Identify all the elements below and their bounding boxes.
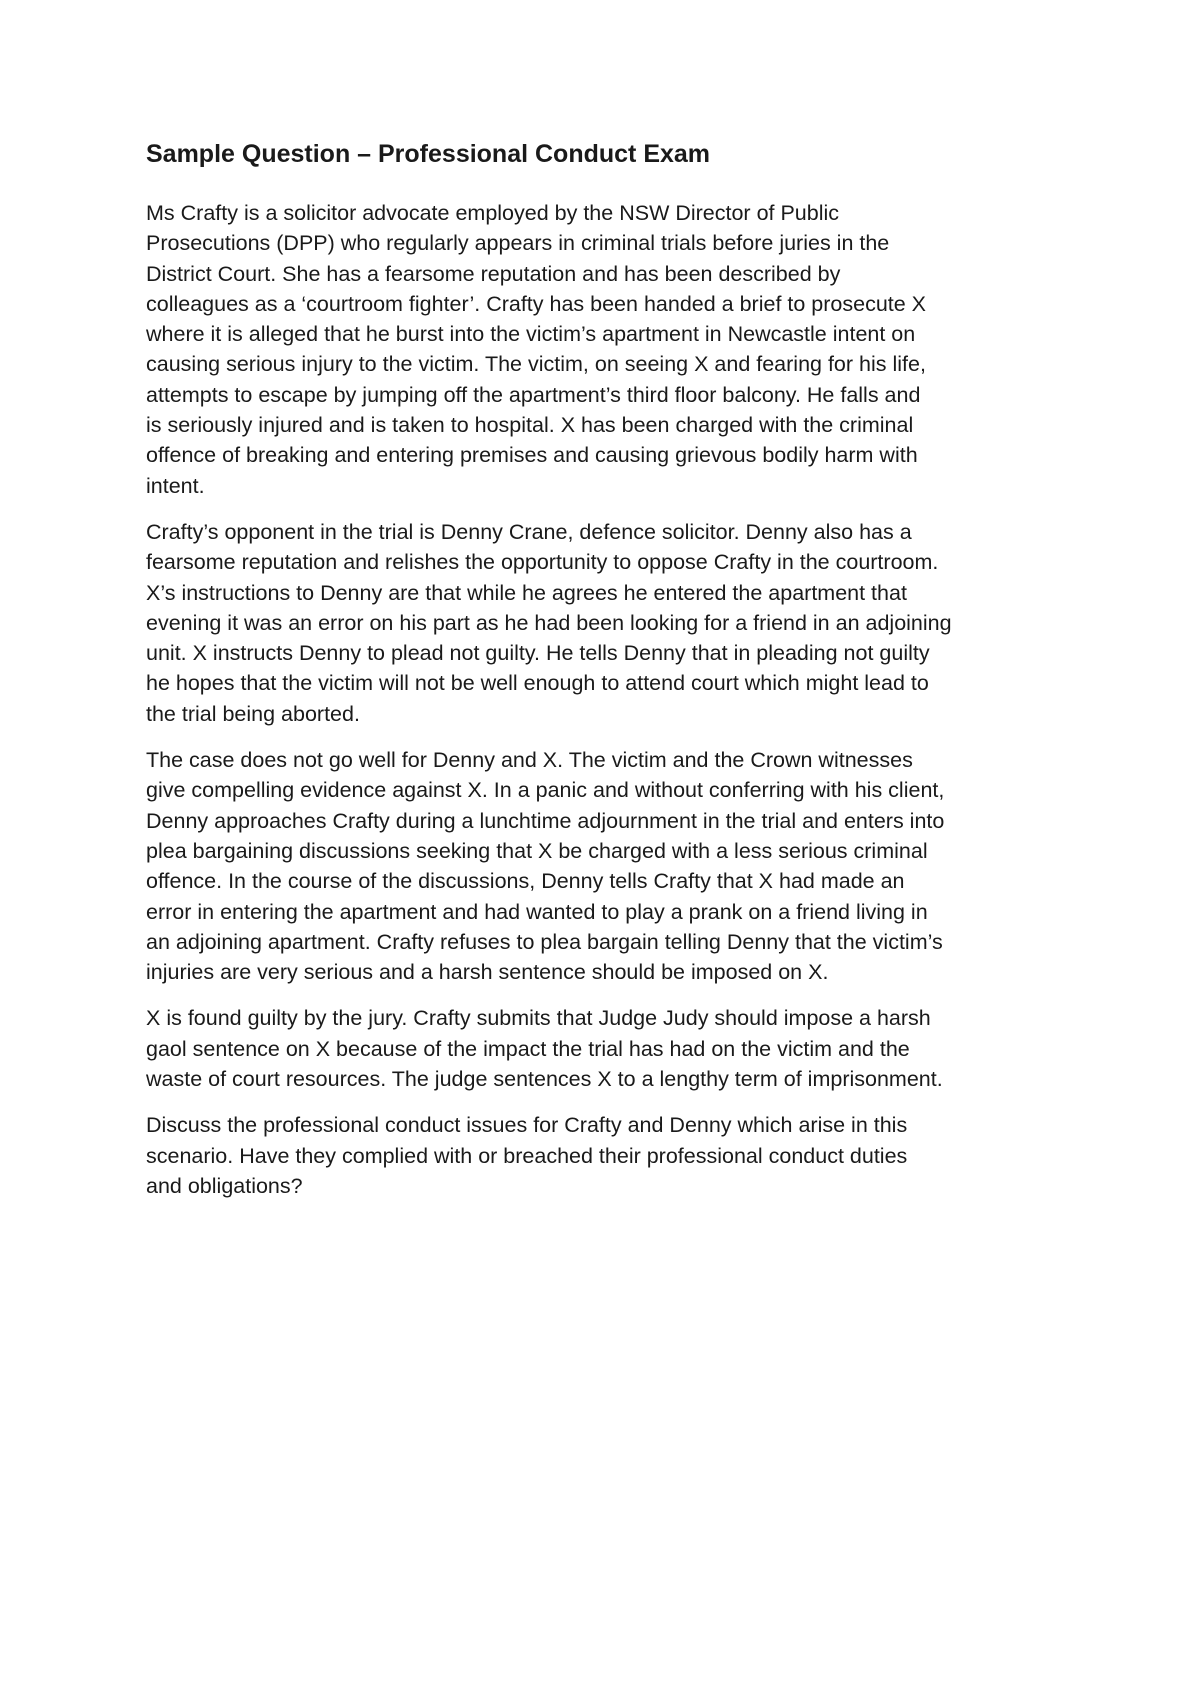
paragraph-line: causing serious injury to the victim. The victim, on seeing X and fearing for his life, [146, 352, 926, 377]
document-title: Sample Question – Professional Conduct Exam [146, 140, 711, 168]
paragraph-line: evening it was an error on his part as he had been looking for a friend in an adjoining [146, 610, 952, 635]
paragraph-1 [146, 198, 1081, 501]
paragraph-line: X is found guilty by the jury. Crafty submits that Judge Judy should impose a harsh [146, 1006, 931, 1031]
paragraph-line: intent. [146, 473, 205, 498]
paragraph-line: X’s instructions to Denny are that while he agrees he entered the apartment that [146, 580, 907, 605]
paragraph-3 [146, 745, 1081, 987]
paragraph-line: attempts to escape by jumping off the apartment’s third floor balcony. He falls and [146, 382, 921, 407]
paragraph-line: fearsome reputation and relishes the opportunity to oppose Crafty in the courtroom. [146, 550, 939, 575]
paragraph-line: Discuss the professional conduct issues for Crafty and Denny which arise in this [146, 1113, 908, 1138]
paragraph-4 [146, 1003, 1081, 1094]
paragraph-line: and obligations? [146, 1173, 303, 1198]
paragraph-line: colleagues as a ‘courtroom fighter’. Crafty has been handed a brief to prosecute X [146, 291, 927, 316]
paragraph-2 [146, 517, 1081, 729]
paragraph-line: Crafty’s opponent in the trial is Denny Crane, defence solicitor. Denny also has a [146, 519, 912, 544]
paragraph-line: where it is alleged that he burst into the victim’s apartment in Newcastle intent on [146, 322, 916, 347]
paragraph-5 [146, 1110, 1081, 1201]
paragraph-line: waste of court resources. The judge sentences X to a lengthy term of imprisonment. [146, 1067, 943, 1092]
paragraph-line: Prosecutions (DPP) who regularly appears in criminal trials before juries in the [146, 231, 890, 256]
paragraph-line: plea bargaining discussions seeking that X be charged with a less serious criminal [146, 838, 928, 863]
paragraph-line: give compelling evidence against X. In a panic and without conferring with his client, [146, 778, 945, 803]
paragraph-line: gaol sentence on X because of the impact the trial has had on the victim and the [146, 1036, 910, 1061]
paragraph-line: offence of breaking and entering premises and causing grievous bodily harm with [146, 443, 918, 468]
paragraph-line: offence. In the course of the discussions, Denny tells Crafty that X had made an [146, 869, 905, 894]
paragraph-line: scenario. Have they complied with or breached their professional conduct duties [146, 1143, 908, 1168]
paragraph-line: District Court. She has a fearsome reputation and has been described by [146, 261, 841, 286]
paragraph-line: injuries are very serious and a harsh sentence should be imposed on X. [146, 960, 829, 985]
paragraph-line: Ms Crafty is a solicitor advocate employed by the NSW Director of Public [146, 201, 840, 225]
paragraph-line: is seriously injured and is taken to hospital. X has been charged with the criminal [146, 413, 914, 438]
paragraph-line: The case does not go well for Denny and X. The victim and the Crown witnesses [146, 748, 913, 773]
paragraph-line: an adjoining apartment. Crafty refuses to plea bargain telling Denny that the victim’s [146, 929, 943, 954]
paragraph-line: Denny approaches Crafty during a lunchtime adjournment in the trial and enters into [146, 808, 945, 833]
paragraph-line: he hopes that the victim will not be well enough to attend court which might lead to [146, 671, 929, 696]
paragraph-line: error in entering the apartment and had wanted to play a prank on a friend living in [146, 899, 928, 924]
paragraph-line: unit. X instructs Denny to plead not guilty. He tells Denny that in pleading not guilty [146, 641, 930, 666]
document-page [146, 138, 1081, 1217]
paragraph-line: the trial being aborted. [146, 701, 360, 726]
